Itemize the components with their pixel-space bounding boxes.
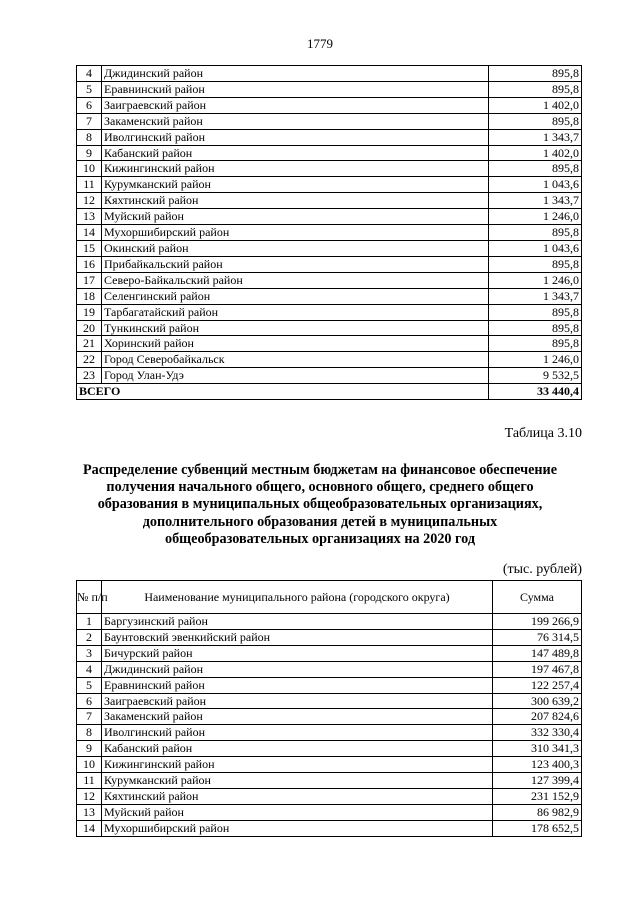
row-number: 11 [77,773,102,789]
amount-value: 1 343,7 [489,129,582,145]
district-name: Курумканский район [102,177,489,193]
total-value: 33 440,4 [489,384,582,400]
table-row [77,661,582,677]
amount-value: 1 246,0 [489,272,582,288]
amount-value: 207 824,6 [493,709,582,725]
row-number: 14 [77,820,102,836]
amount-value: 1 343,7 [489,288,582,304]
amount-value: 310 341,3 [493,741,582,757]
table-row [77,788,582,804]
district-name: Еравнинский район [102,81,489,97]
amount-value: 86 982,9 [493,804,582,820]
row-number: 18 [77,288,102,304]
amount-value: 127 399,4 [493,773,582,789]
row-number: 9 [77,145,102,161]
amount-value: 1 043,6 [489,177,582,193]
table-row [77,804,582,820]
table-row [77,725,582,741]
amount-value: 178 652,5 [493,820,582,836]
district-name: Бичурский район [102,645,493,661]
district-name: Баунтовский эвенкийский район [102,629,493,645]
district-name: Закаменский район [102,709,493,725]
district-name: Мухоршибирский район [102,225,489,241]
district-name: Заиграевский район [102,97,489,113]
table-row [77,177,582,193]
total-label: ВСЕГО [77,384,489,400]
row-number: 11 [77,177,102,193]
amount-value: 76 314,5 [493,629,582,645]
amount-value: 1 402,0 [489,97,582,113]
amount-value: 123 400,3 [493,757,582,773]
amount-value: 332 330,4 [493,725,582,741]
row-number: 12 [77,788,102,804]
district-name: Кабанский район [102,741,493,757]
table-row [77,677,582,693]
district-name: Муйский район [102,804,493,820]
amount-value: 122 257,4 [493,677,582,693]
district-name: Кижингинский район [102,757,493,773]
row-number: 21 [77,336,102,352]
table-row [77,256,582,272]
table-row [77,820,582,836]
district-name: Муйский район [102,209,489,225]
table-row [77,304,582,320]
district-name: Иволгинский район [102,129,489,145]
row-number: 4 [77,661,102,677]
table-row [77,773,582,789]
amount-value: 895,8 [489,113,582,129]
table-row [77,629,582,645]
header-sum: Сумма [493,581,582,614]
district-name: Еравнинский район [102,677,493,693]
table-row [77,66,582,82]
row-number: 5 [77,81,102,97]
row-number: 13 [77,804,102,820]
amount-value: 895,8 [489,320,582,336]
row-number: 6 [77,97,102,113]
table-row [77,81,582,97]
subvention-table-continued [76,65,582,400]
table-row [77,757,582,773]
table-row [77,368,582,384]
table-row [77,161,582,177]
table-row [77,645,582,661]
amount-value: 1 246,0 [489,209,582,225]
district-name: Курумканский район [102,773,493,789]
page-number: 1779 [307,36,333,51]
total-row [77,384,582,400]
district-name: Окинский район [102,240,489,256]
table-row [77,97,582,113]
amount-value: 895,8 [489,66,582,82]
table-row [77,741,582,757]
amount-value: 1 043,6 [489,240,582,256]
amount-value: 895,8 [489,81,582,97]
amount-value: 231 152,9 [493,788,582,804]
district-name: Заиграевский район [102,693,493,709]
district-name: Северо-Байкальский район [102,272,489,288]
table-row [77,709,582,725]
district-name: Кижингинский район [102,161,489,177]
row-number: 8 [77,725,102,741]
amount-value: 1 246,0 [489,352,582,368]
district-name: Тарбагатайский район [102,304,489,320]
row-number: 17 [77,272,102,288]
row-number: 8 [77,129,102,145]
education-subvention-table [76,580,582,837]
district-name: Кабанский район [102,145,489,161]
row-number: 2 [77,629,102,645]
row-number: 22 [77,352,102,368]
table-row [77,225,582,241]
row-number: 10 [77,757,102,773]
amount-value: 1 402,0 [489,145,582,161]
amount-value: 895,8 [489,256,582,272]
table-row [77,113,582,129]
table-row [77,320,582,336]
district-name: Город Северобайкальск [102,352,489,368]
amount-value: 1 343,7 [489,193,582,209]
table-row [77,614,582,630]
district-name: Хоринский район [102,336,489,352]
district-name: Закаменский район [102,113,489,129]
amount-value: 197 467,8 [493,661,582,677]
amount-value: 895,8 [489,336,582,352]
amount-value: 300 639,2 [493,693,582,709]
row-number: 15 [77,240,102,256]
district-name: Прибайкальский район [102,256,489,272]
amount-value: 9 532,5 [489,368,582,384]
row-number: 9 [77,741,102,757]
amount-value: 895,8 [489,225,582,241]
district-name: Селенгинский район [102,288,489,304]
table-row [77,693,582,709]
row-number: 7 [77,709,102,725]
table-row [77,129,582,145]
table-row [77,288,582,304]
row-number: 3 [77,645,102,661]
row-number: 1 [77,614,102,630]
row-number: 16 [77,256,102,272]
row-number: 7 [77,113,102,129]
row-number: 5 [77,677,102,693]
district-name: Мухоршибирский район [102,820,493,836]
amount-value: 895,8 [489,304,582,320]
table-row [77,240,582,256]
amount-value: 895,8 [489,161,582,177]
units-label: (тыс. рублей) [502,562,582,577]
table-header-row [77,581,582,614]
table-row [77,352,582,368]
header-district-name: Наименование муниципального района (городского округа) [102,581,493,614]
district-name: Кяхтинский район [102,193,489,209]
table-row [77,193,582,209]
table-title: Распределение субвенций местным бюджетам на финансовое обеспечение получения начального общего, основного общего, среднего общего образования в муниципальных общеобразовательных организациях, дополнительного образования детей в муниципальных общеобразовательных организациях на 2020 год [82,462,558,547]
amount-value: 147 489,8 [493,645,582,661]
row-number: 14 [77,225,102,241]
table-row [77,145,582,161]
district-name: Тункинский район [102,320,489,336]
district-name: Иволгинский район [102,725,493,741]
table-row [77,272,582,288]
row-number: 19 [77,304,102,320]
row-number: 12 [77,193,102,209]
header-number: № п/п [77,581,102,614]
table-row [77,336,582,352]
row-number: 6 [77,693,102,709]
row-number: 10 [77,161,102,177]
row-number: 20 [77,320,102,336]
row-number: 23 [77,368,102,384]
district-name: Баргузинский район [102,614,493,630]
row-number: 13 [77,209,102,225]
district-name: Джидинский район [102,661,493,677]
district-name: Кяхтинский район [102,788,493,804]
district-name: Город Улан-Удэ [102,368,489,384]
row-number: 4 [77,66,102,82]
table-label: Таблица 3.10 [504,426,582,441]
table-row [77,209,582,225]
district-name: Джидинский район [102,66,489,82]
amount-value: 199 266,9 [493,614,582,630]
